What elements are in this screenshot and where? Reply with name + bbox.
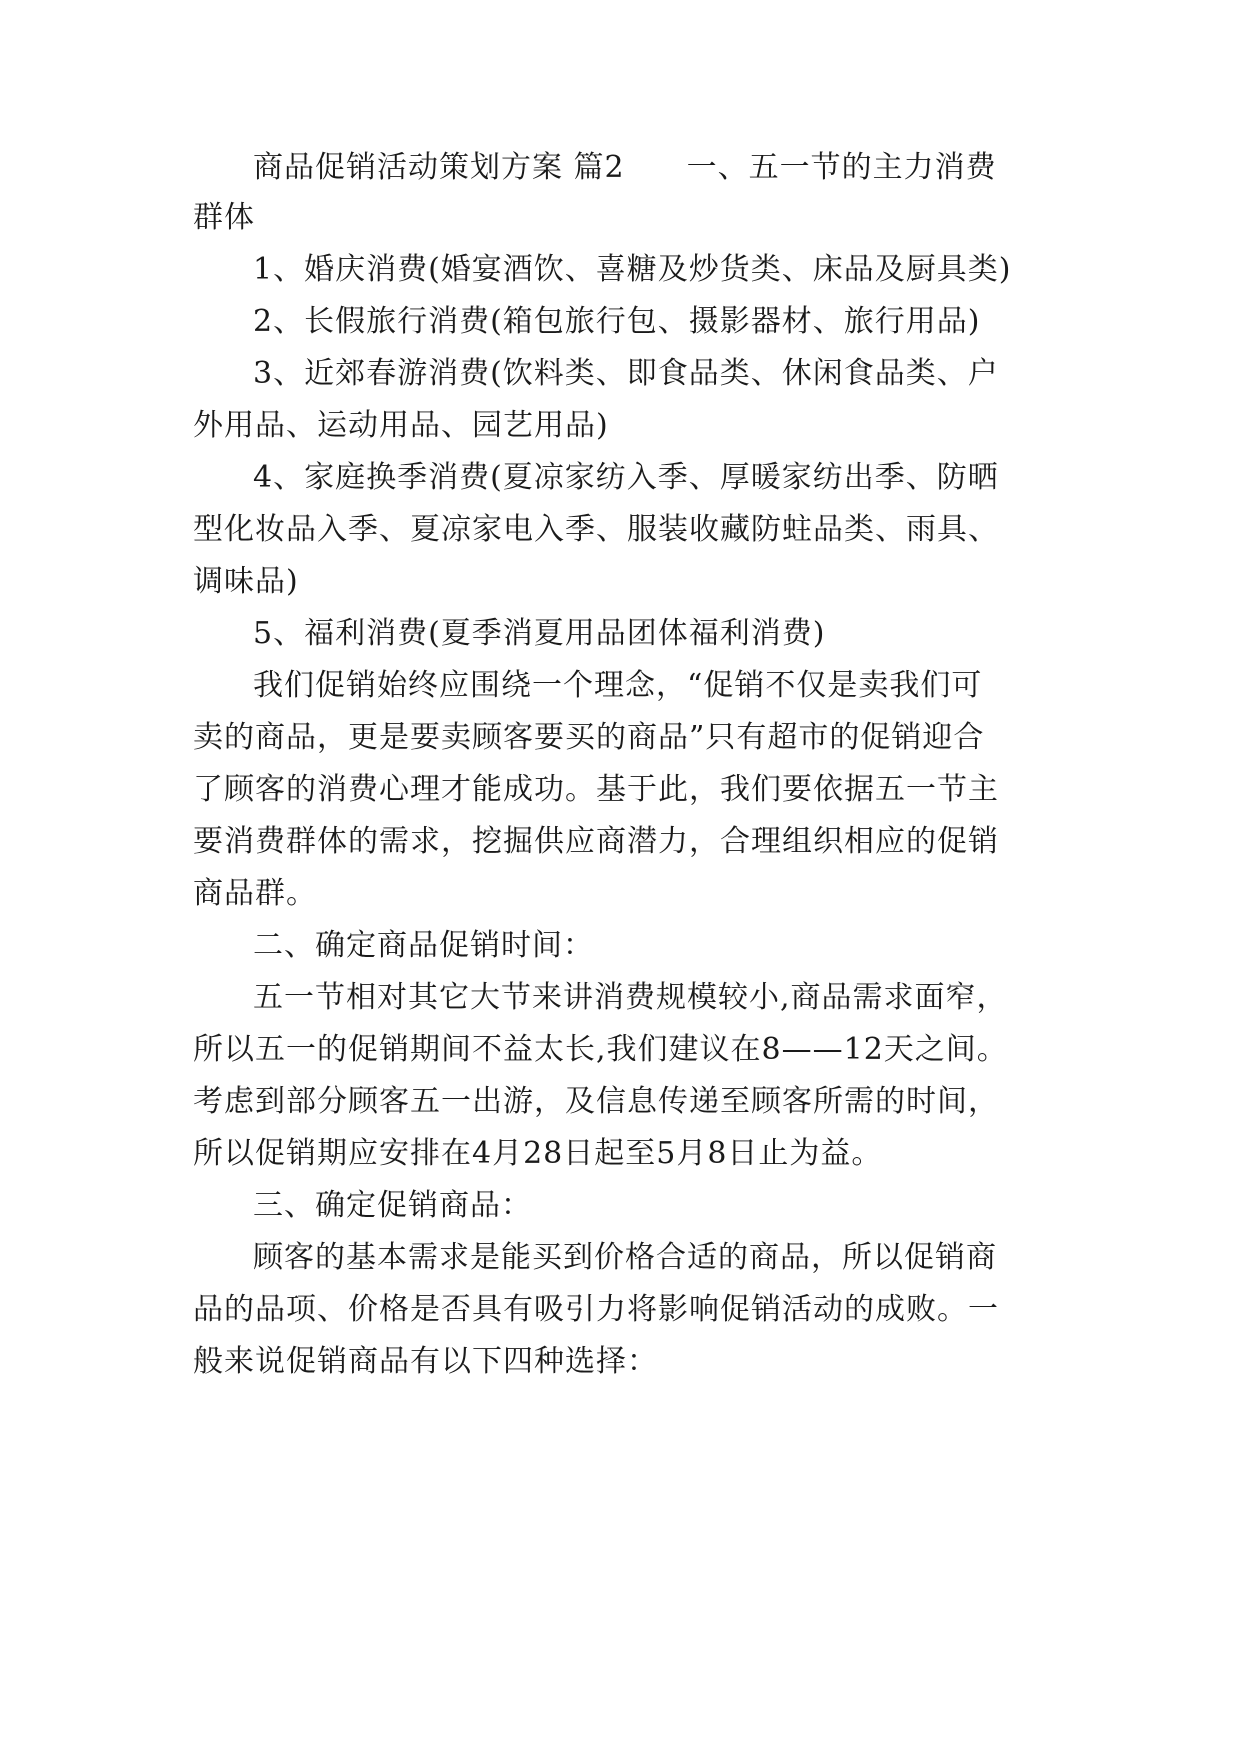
section-heading-3: 三、确定促销商品： bbox=[253, 1188, 532, 1223]
text-line: 外用品、运动用品、园艺用品) bbox=[193, 408, 609, 443]
paragraph-line: 所以五一的促销期间不益太长,我们建议在8——12天之间。 bbox=[193, 1032, 1008, 1067]
paragraph-line: 般来说促销商品有以下四种选择： bbox=[193, 1344, 658, 1379]
paragraph-line: 我们促销始终应围绕一个理念，“促销不仅是卖我们可 bbox=[253, 668, 983, 703]
list-item-4: 4、家庭换季消费(夏凉家纺入季、厚暖家纺出季、防晒 bbox=[253, 460, 999, 495]
text-line: 型化妆品入季、夏凉家电入季、服装收藏防蛀品类、雨具、 bbox=[193, 512, 999, 547]
list-item-5: 5、福利消费(夏季消夏用品团体福利消费) bbox=[253, 616, 826, 651]
list-item-2: 2、长假旅行消费(箱包旅行包、摄影器材、旅行用品) bbox=[253, 304, 981, 339]
list-item-1: 1、婚庆消费(婚宴酒饮、喜糖及炒货类、床品及厨具类) bbox=[253, 252, 1012, 287]
text-line: 群体 bbox=[193, 200, 255, 235]
paragraph-line: 卖的商品，更是要卖顾客要买的商品”只有超市的促销迎合 bbox=[193, 720, 985, 755]
section-heading-2: 二、确定商品促销时间： bbox=[253, 928, 594, 963]
paragraph-line: 商品群。 bbox=[193, 876, 317, 911]
text-line: 调味品) bbox=[193, 564, 299, 599]
paragraph-line: 顾客的基本需求是能买到价格合适的商品，所以促销商 bbox=[253, 1240, 997, 1275]
paragraph-line: 五一节相对其它大节来讲消费规模较小,商品需求面窄， bbox=[253, 980, 1008, 1015]
paragraph-line: 品的品项、价格是否具有吸引力将影响促销活动的成败。一 bbox=[193, 1292, 999, 1327]
paragraph-line: 要消费群体的需求，挖掘供应商潜力，合理组织相应的促销 bbox=[193, 824, 999, 859]
paragraph-line: 了顾客的消费心理才能成功。基于此，我们要依据五一节主 bbox=[193, 772, 999, 807]
paragraph-line: 所以促销期应安排在4月28日起至5月8日止为益。 bbox=[193, 1136, 883, 1171]
heading-line: 商品促销活动策划方案 篇2 一、五一节的主力消费 bbox=[253, 150, 997, 185]
paragraph-line: 考虑到部分顾客五一出游，及信息传递至顾客所需的时间， bbox=[193, 1084, 999, 1119]
list-item-3: 3、近郊春游消费(饮料类、即食品类、休闲食品类、户 bbox=[253, 356, 999, 391]
